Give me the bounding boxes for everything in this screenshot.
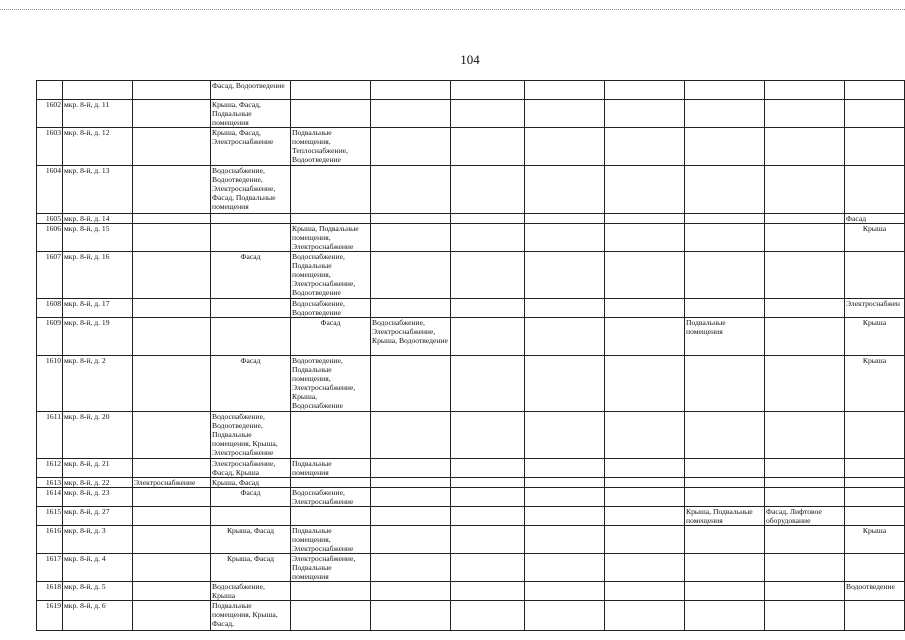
row-number: 1614 [37,488,63,507]
work-cell: Крыша, Фасад, Электроснабжение [211,128,291,166]
work-cell [525,582,605,601]
work-cell [451,582,525,601]
work-cell [133,318,211,356]
work-cell [451,478,525,488]
row-number: 1606 [37,224,63,252]
address-cell: мкр. 8-й, д. 12 [63,128,133,166]
work-cell [605,526,685,554]
work-cell [685,582,765,601]
work-cell [291,214,371,224]
work-cell [291,507,371,526]
work-cell [845,488,905,507]
work-cell [525,526,605,554]
work-cell [525,478,605,488]
work-cell [765,526,845,554]
work-cell [845,459,905,478]
work-cell [685,459,765,478]
work-cell: Водоснабжение, Электроснабжение [291,488,371,507]
work-cell [291,166,371,214]
work-cell [685,252,765,299]
address-cell: мкр. 8-й, д. 16 [63,252,133,299]
work-cell: Крыша, Подвальные помещения [685,507,765,526]
work-cell [605,128,685,166]
work-cell: Крыша [845,526,905,554]
address-cell: мкр. 8-й, д. 15 [63,224,133,252]
work-cell [133,356,211,412]
work-cell [133,224,211,252]
work-cell [291,582,371,601]
work-cell [451,459,525,478]
work-cell: Крыша, Фасад [211,554,291,582]
work-cell [371,252,451,299]
work-cell [845,166,905,214]
work-cell [525,128,605,166]
work-cell [845,554,905,582]
work-cell [845,507,905,526]
work-cell [451,299,525,318]
work-cell [605,459,685,478]
address-cell: мкр. 8-й, д. 3 [63,526,133,554]
row-number: 1602 [37,100,63,128]
work-cell [765,166,845,214]
address-cell: мкр. 8-й, д. 23 [63,488,133,507]
row-number: 1605 [37,214,63,224]
work-cell [371,166,451,214]
row-number: 1612 [37,459,63,478]
work-cell [133,601,211,631]
work-cell [845,128,905,166]
work-cell [371,507,451,526]
work-cell: Крыша [845,356,905,412]
work-cell [371,526,451,554]
work-cell [845,601,905,631]
work-cell [685,100,765,128]
table-row [37,224,905,252]
work-cell [765,488,845,507]
address-cell: мкр. 8-й, д. 17 [63,299,133,318]
address-cell: мкр. 8-й, д. 11 [63,100,133,128]
work-cell [845,100,905,128]
work-cell [605,554,685,582]
table-row [37,478,905,488]
row-number: 1610 [37,356,63,412]
work-cell: Водоснабжение, Электроснабжение, Крыша, Водоотведение [371,318,451,356]
work-cell [371,100,451,128]
table-row [37,507,905,526]
work-cell [605,601,685,631]
work-cell [451,224,525,252]
work-cell [133,166,211,214]
work-cell [133,412,211,459]
work-cell [451,412,525,459]
work-cell [765,224,845,252]
work-cell [685,128,765,166]
work-cell: Крыша, Фасад, Подвальные помещения [211,100,291,128]
work-cell [211,299,291,318]
work-cell [451,100,525,128]
work-cell [525,507,605,526]
work-cell [133,488,211,507]
row-number: 1619 [37,601,63,631]
work-cell [605,488,685,507]
work-cell [133,299,211,318]
work-cell [845,478,905,488]
work-cell [291,412,371,459]
work-cell [605,582,685,601]
work-cell [451,526,525,554]
work-cell [605,299,685,318]
work-cell [845,252,905,299]
work-cell [133,81,211,100]
address-cell: мкр. 8-й, д. 21 [63,459,133,478]
work-cell [845,412,905,459]
work-cell [685,299,765,318]
work-cell [371,81,451,100]
work-cell: Электроснабжение [133,478,211,488]
address-cell: мкр. 8-й, д. 2 [63,356,133,412]
work-cell [371,582,451,601]
work-cell [605,100,685,128]
row-number: 1608 [37,299,63,318]
work-cell [525,81,605,100]
work-cell [451,252,525,299]
work-cell [685,488,765,507]
work-cell: Фасад [211,356,291,412]
address-cell: мкр. 8-й, д. 5 [63,582,133,601]
work-cell [451,356,525,412]
table-row [37,100,905,128]
work-cell [371,412,451,459]
work-cell [525,100,605,128]
table-row [37,166,905,214]
work-cell [133,554,211,582]
work-cell [525,459,605,478]
work-cell [685,412,765,459]
work-cell [371,488,451,507]
work-cell [133,128,211,166]
work-cell: Подвальные помещения [291,459,371,478]
work-cell [133,507,211,526]
work-cell [685,224,765,252]
work-cell [451,554,525,582]
address-cell: мкр. 8-й, д. 6 [63,601,133,631]
work-cell [451,318,525,356]
row-number [37,81,63,100]
work-cell [211,224,291,252]
work-cell: Фасад [291,318,371,356]
work-cell [605,166,685,214]
work-cell [765,356,845,412]
work-cell: Электроснабжение, Подвальные помещения [291,554,371,582]
work-cell [451,214,525,224]
work-cell: Фасад [211,488,291,507]
work-cell [291,81,371,100]
work-cell [371,224,451,252]
work-cell: Подвальные помещения, Крыша, Фасад, [211,601,291,631]
work-cell [133,526,211,554]
scan-artifact-line [0,9,905,10]
row-number: 1604 [37,166,63,214]
work-cell: Электроснабжен [845,299,905,318]
work-cell [525,412,605,459]
work-cell [605,252,685,299]
row-number: 1615 [37,507,63,526]
work-cell [211,214,291,224]
work-cell [133,214,211,224]
work-cell [605,356,685,412]
work-cell: Фасад, Лифтовое оборудование [765,507,845,526]
work-cell [291,478,371,488]
work-cell [685,214,765,224]
work-cell [765,299,845,318]
table-row [37,214,905,224]
work-cell [291,601,371,631]
address-cell [63,81,133,100]
work-cell [605,318,685,356]
table-row [37,412,905,459]
page-number: 104 [460,52,480,67]
work-cell: Фасад [211,252,291,299]
work-cell [371,601,451,631]
works-table [36,80,905,631]
work-cell [371,356,451,412]
work-cell: Водоснабжение, Водоотведение [291,299,371,318]
work-cell: Крыша, Фасад [211,526,291,554]
work-cell [605,478,685,488]
work-cell [451,507,525,526]
work-cell: Крыша, Фасад [211,478,291,488]
work-cell [371,214,451,224]
work-cell [765,100,845,128]
table-row [37,81,905,100]
table-row [37,601,905,631]
work-cell [371,478,451,488]
work-cell [451,488,525,507]
work-cell [605,224,685,252]
work-cell [291,100,371,128]
address-cell: мкр. 8-й, д. 13 [63,166,133,214]
work-cell [685,81,765,100]
work-cell [765,128,845,166]
work-cell [685,478,765,488]
row-number: 1618 [37,582,63,601]
table-row [37,554,905,582]
work-cell: Водоснабжение, Водоотведение, Электроснабжение, Фасад, Подвальные помещения [211,166,291,214]
work-cell [765,318,845,356]
work-cell [685,601,765,631]
address-cell: мкр. 8-й, д. 20 [63,412,133,459]
work-cell [525,601,605,631]
work-cell [605,214,685,224]
work-cell [605,507,685,526]
table-row [37,318,905,356]
address-cell: мкр. 8-й, д. 19 [63,318,133,356]
table-row [37,488,905,507]
work-cell [685,356,765,412]
work-cell [525,252,605,299]
row-number: 1613 [37,478,63,488]
table-row [37,128,905,166]
work-cell: Подвальные помещения [685,318,765,356]
work-cell [451,128,525,166]
work-cell [525,299,605,318]
work-cell [525,166,605,214]
address-cell: мкр. 8-й, д. 14 [63,214,133,224]
work-cell [133,100,211,128]
work-cell: Крыша, Подвальные помещения, Электроснабжение [291,224,371,252]
table-row [37,356,905,412]
work-cell [133,582,211,601]
work-cell: Водоснабжение, Крыша [211,582,291,601]
address-cell: мкр. 8-й, д. 4 [63,554,133,582]
work-cell [765,459,845,478]
work-cell: Подвальные помещения, Теплоснабжение, Водоотведение [291,128,371,166]
work-cell [765,214,845,224]
work-cell: Водоотведение, Подвальные помещения, Электроснабжение, Крыша, Водоснабжение [291,356,371,412]
address-cell: мкр. 8-й, д. 27 [63,507,133,526]
work-cell [451,601,525,631]
work-cell [605,412,685,459]
work-cell [525,488,605,507]
row-number: 1603 [37,128,63,166]
work-cell: Крыша [845,318,905,356]
work-cell [371,459,451,478]
work-cell [765,478,845,488]
work-cell [371,128,451,166]
work-cell: Водоснабжение, Подвальные помещения, Электроснабжение, Водоотведение [291,252,371,299]
work-cell [765,412,845,459]
work-cell [211,318,291,356]
work-cell [765,252,845,299]
table-row [37,299,905,318]
work-cell: Водоотведение [845,582,905,601]
work-cell [845,81,905,100]
work-cell [765,601,845,631]
work-cell [371,299,451,318]
work-cell [685,554,765,582]
address-cell: мкр. 8-й, д. 22 [63,478,133,488]
work-cell [525,224,605,252]
row-number: 1611 [37,412,63,459]
table-row [37,252,905,299]
work-cell [133,252,211,299]
work-cell: Водоснабжение, Водоотведение, Подвальные помещения, Крыша, Электроснабжение [211,412,291,459]
work-cell [525,356,605,412]
work-cell [605,81,685,100]
work-cell [211,507,291,526]
work-cell [133,459,211,478]
table-row [37,459,905,478]
work-cell: Фасад, Водоотведение [211,81,291,100]
work-cell [765,582,845,601]
work-cell: Электроснабжение, Фасад, Крыша [211,459,291,478]
work-cell [765,554,845,582]
work-cell [765,81,845,100]
table-row [37,582,905,601]
work-cell [525,318,605,356]
work-cell [451,81,525,100]
work-cell [371,554,451,582]
work-cell [525,554,605,582]
work-cell [685,526,765,554]
work-cell: Подвальные помещения, Электроснабжение [291,526,371,554]
work-cell [525,214,605,224]
work-cell [451,166,525,214]
work-cell: Крыша [845,224,905,252]
table-row [37,526,905,554]
row-number: 1607 [37,252,63,299]
work-cell: Фасад [845,214,905,224]
work-cell [685,166,765,214]
row-number: 1616 [37,526,63,554]
row-number: 1609 [37,318,63,356]
row-number: 1617 [37,554,63,582]
